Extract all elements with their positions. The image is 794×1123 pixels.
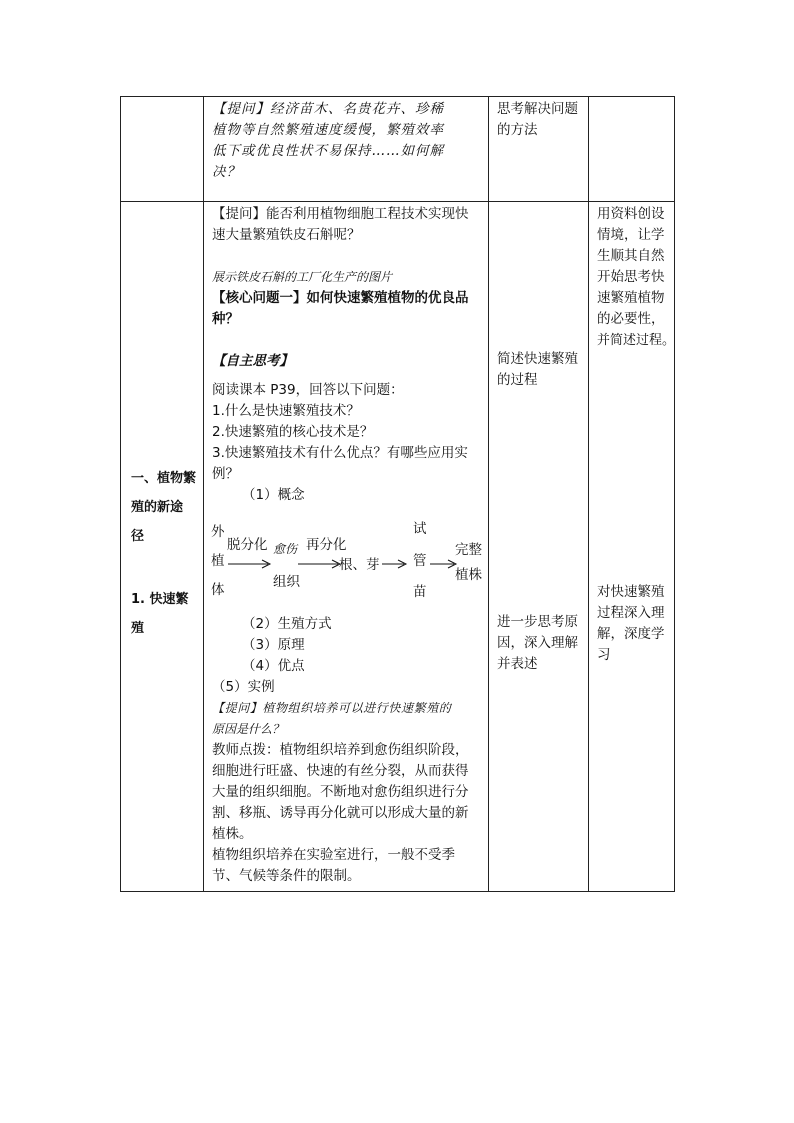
flow-step-label-dedifferentiation: 脱分化 (227, 537, 268, 553)
subsection-title-line: 殖 (131, 621, 145, 636)
design-intent-line: 速繁殖植物 (597, 290, 665, 306)
teacher-guidance-line: 大量的组织细胞。不断地对愈伤组织进行分 (212, 784, 469, 800)
section-title-line: 一、植物繁 (131, 471, 197, 486)
point-concept: （1）概念 (242, 487, 305, 503)
teacher-guidance-line: 细胞进行旺盛、快速的有丝分裂，从而获得 (212, 763, 469, 779)
student-activity-line: 简述快速繁殖 (497, 351, 578, 367)
design-intent-line: 生顺其自然 (597, 248, 665, 264)
content-line: 决？ (212, 164, 241, 180)
flow-node-roots-buds: 根、芽 (339, 557, 380, 573)
core-question-line: 【核心问题一】如何快速繁殖植物的优良品 (212, 290, 469, 306)
question-line: 【提问】植物组织培养可以进行快速繁殖的 (212, 701, 452, 715)
flow-node-callus-bottom: 组织 (273, 574, 300, 590)
reading-question: 例？ (212, 466, 239, 482)
flow-arrow (382, 559, 408, 569)
show-image-note: 展示铁皮石斛的工厂化生产的图片 (212, 270, 393, 284)
flow-arrow (228, 559, 272, 569)
section-title-line: 径 (131, 529, 145, 544)
design-intent-line: 并简述过程。 (597, 333, 676, 348)
design-intent-line: 用资料创设 (597, 206, 665, 222)
teacher-guidance-line: 植株。 (212, 826, 253, 842)
student-activity-line: 进一步思考原 (497, 614, 578, 630)
point-item: （5）实例 (212, 679, 275, 695)
flow-node-plantlet-char: 管 (413, 553, 427, 569)
lab-note-line: 植物组织培养在实验室进行，一般不受季 (212, 847, 455, 863)
content-line: 植物等自然繁殖速度缓慢，繁殖效率 (212, 122, 444, 138)
reading-question: 1.什么是快速繁殖技术？ (212, 403, 360, 419)
student-activity-cell (489, 202, 589, 892)
flow-node-plantlet-char: 苗 (413, 584, 427, 600)
section-cell (121, 202, 204, 892)
core-question-line: 种？ (212, 311, 239, 327)
reading-question: 3.快速繁殖技术有什么优点？有哪些应用实 (212, 445, 468, 461)
point-item: （2）生殖方式 (242, 616, 332, 632)
flow-arrow (298, 559, 342, 569)
student-activity-line: 思考解决问题 (497, 101, 578, 117)
teacher-guidance-line: 教师点拨：植物组织培养到愈伤组织阶段， (212, 742, 469, 758)
reading-question: 2.快速繁殖的核心技术是？ (212, 424, 374, 440)
question-line: 【提问】能否利用植物细胞工程技术实现快 (212, 206, 469, 222)
student-activity-line: 的方法 (497, 122, 538, 138)
design-intent-cell-empty (589, 97, 675, 202)
self-think-heading: 【自主思考】 (212, 353, 293, 369)
section-title-line: 殖的新途 (131, 500, 184, 515)
teaching-content-cell (204, 97, 489, 202)
lesson-plan-table (120, 96, 675, 892)
reading-intro: 阅读课本 P39，回答以下问题： (212, 382, 404, 398)
design-intent-line: 习 (597, 647, 611, 663)
teacher-guidance-line: 割、移瓶、诱导再分化就可以形成大量的新 (212, 805, 469, 821)
design-intent-line: 对快速繁殖 (597, 584, 665, 600)
design-intent-line: 过程深入理 (597, 605, 665, 621)
design-intent-line: 解，深度学 (597, 626, 665, 642)
flow-node-whole-plant: 完整 (455, 542, 482, 558)
flow-node-plantlet-char: 试 (413, 521, 427, 537)
design-intent-line: 情境，让学 (597, 227, 665, 243)
table-row (121, 202, 675, 892)
section-cell-empty (121, 97, 204, 202)
design-intent-cell (589, 202, 675, 892)
student-activity-line: 的过程 (497, 372, 538, 388)
design-intent-line: 的必要性， (597, 311, 665, 327)
question-line: 原因是什么？ (212, 722, 285, 736)
question-line: 速大量繁殖铁皮石斛呢？ (212, 227, 361, 243)
teaching-content-cell (204, 202, 489, 892)
flow-start-char: 外 (211, 524, 225, 540)
student-activity-cell (489, 97, 589, 202)
student-activity-line: 并表述 (497, 656, 538, 672)
flow-start-char: 体 (211, 582, 225, 598)
point-item: （3）原理 (242, 637, 305, 653)
lab-note-line: 节、气候等条件的限制。 (212, 868, 361, 884)
table-row (121, 97, 675, 202)
student-activity-line: 因，深入理解 (497, 635, 578, 651)
flow-node-callus-top: 愈伤 (273, 542, 298, 556)
flow-node-whole-plant: 植株 (455, 567, 482, 583)
design-intent-line: 开始思考快 (597, 269, 665, 285)
content-line: 【提问】经济苗木、名贵花卉、珍稀 (212, 101, 444, 117)
subsection-title-line: 1. 快速繁 (131, 592, 189, 607)
content-line: 低下或优良性状不易保持……如何解 (212, 143, 444, 159)
point-item: （4）优点 (242, 658, 305, 674)
tissue-culture-flow-diagram (211, 506, 481, 614)
flow-arrow (430, 559, 458, 569)
flow-step-label-redifferentiation: 再分化 (306, 537, 347, 553)
flow-start-char: 植 (211, 553, 225, 569)
